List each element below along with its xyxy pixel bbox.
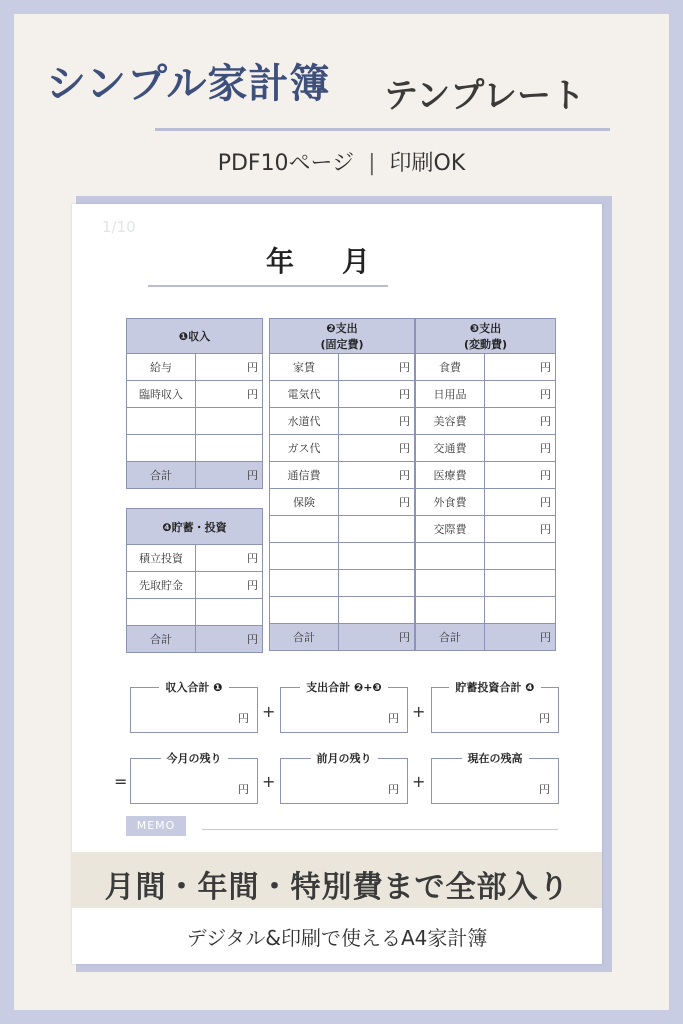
yen-unit: 円 <box>539 712 550 725</box>
yen-cell: 円 <box>485 624 556 651</box>
subtitle-line <box>0 146 683 177</box>
yen-cell: 円 <box>196 626 263 653</box>
yen-cell: 円 <box>196 354 263 381</box>
yen-cell: 円 <box>485 462 556 489</box>
yen-cell: 円 <box>196 572 263 599</box>
yen-cell: 円 <box>485 489 556 516</box>
yen-cell <box>485 597 556 624</box>
income-table <box>126 318 263 489</box>
memo-tag: MEMO <box>126 816 186 836</box>
table-cell: 交通費 <box>416 435 485 462</box>
table-cell: 電気代 <box>270 381 339 408</box>
table-cell <box>270 570 339 597</box>
current-balance-label: 現在の残高 <box>462 752 529 765</box>
yen-cell <box>196 435 263 462</box>
table-cell: 医療費 <box>416 462 485 489</box>
fixed-title: ❷支出 <box>326 322 358 335</box>
income-total-box-label: 収入合計 ❶ <box>159 681 228 694</box>
fixed-expense-table <box>269 318 415 651</box>
yen-unit: 円 <box>388 783 399 796</box>
fixed-total-label: 合計 <box>270 624 339 651</box>
variable-total-label: 合計 <box>416 624 485 651</box>
plus-operator: + <box>262 772 276 791</box>
table-cell: 臨時収入 <box>127 381 196 408</box>
feature-text: 月間・年間・特別費まで全部入り <box>104 870 570 905</box>
yen-cell <box>339 516 415 543</box>
yen-cell: 円 <box>339 435 415 462</box>
table-cell <box>270 516 339 543</box>
income-title: ❶収入 <box>127 319 263 354</box>
income-total-box <box>130 681 258 733</box>
table-cell <box>270 597 339 624</box>
table-cell: 日用品 <box>416 381 485 408</box>
yen-cell: 円 <box>339 489 415 516</box>
yen-cell <box>196 599 263 626</box>
table-cell: 外食費 <box>416 489 485 516</box>
expense-total-box <box>280 681 408 733</box>
table-cell <box>270 543 339 570</box>
table-cell <box>127 599 196 626</box>
yen-cell: 円 <box>339 354 415 381</box>
yen-cell: 円 <box>196 545 263 572</box>
title-sub: テンプレート <box>384 76 585 116</box>
fixed-expense-title <box>270 319 415 354</box>
savings-total-box <box>431 681 559 733</box>
yen-cell: 円 <box>339 624 415 651</box>
current-balance-box <box>431 752 559 804</box>
yen-cell: 円 <box>485 408 556 435</box>
savings-title: ❹貯蓄・投資 <box>127 509 263 545</box>
yen-unit: 円 <box>539 783 550 796</box>
year-label: 年 <box>266 245 295 278</box>
separator: | <box>368 151 376 176</box>
table-cell: 通信費 <box>270 462 339 489</box>
page-number: 1/10 <box>102 218 136 236</box>
table-cell: 保険 <box>270 489 339 516</box>
table-cell: ガス代 <box>270 435 339 462</box>
yen-cell: 円 <box>485 435 556 462</box>
expense-total-box-label: 支出合計 ❷+❸ <box>300 681 388 694</box>
yen-cell: 円 <box>339 408 415 435</box>
year-month-heading <box>266 240 370 280</box>
heading-underline <box>148 285 388 287</box>
yen-cell: 円 <box>196 462 263 489</box>
yen-unit: 円 <box>388 712 399 725</box>
month-label: 月 <box>342 245 371 278</box>
table-cell: 積立投資 <box>127 545 196 572</box>
yen-cell <box>196 408 263 435</box>
yen-unit: 円 <box>238 783 249 796</box>
table-cell <box>416 543 485 570</box>
variable-title: ❸支出 <box>469 322 502 335</box>
table-cell: 交際費 <box>416 516 485 543</box>
table-cell: 水道代 <box>270 408 339 435</box>
income-total-label: 合計 <box>127 462 196 489</box>
yen-cell <box>485 543 556 570</box>
yen-cell: 円 <box>339 381 415 408</box>
yen-cell <box>485 570 556 597</box>
fixed-subtitle: (固定費) <box>320 338 364 351</box>
table-cell <box>416 570 485 597</box>
savings-total-label: 合計 <box>127 626 196 653</box>
table-cell <box>416 597 485 624</box>
variable-subtitle: (変動費) <box>463 338 508 351</box>
yen-cell <box>339 570 415 597</box>
table-cell <box>127 435 196 462</box>
yen-cell <box>339 543 415 570</box>
plus-operator: + <box>412 702 426 721</box>
title-main: シンプル家計簿 <box>46 61 331 107</box>
yen-cell: 円 <box>485 354 556 381</box>
format-text: PDF10ページ <box>217 151 355 176</box>
yen-cell: 円 <box>485 516 556 543</box>
month-remaining-box <box>130 752 258 804</box>
yen-cell: 円 <box>485 381 556 408</box>
yen-cell: 円 <box>196 381 263 408</box>
table-cell: 食費 <box>416 354 485 381</box>
print-text: 印刷OK <box>389 151 466 176</box>
table-cell: 美容費 <box>416 408 485 435</box>
title-divider <box>155 128 610 131</box>
yen-cell: 円 <box>339 462 415 489</box>
table-cell: 給与 <box>127 354 196 381</box>
yen-unit: 円 <box>238 712 249 725</box>
plus-operator: + <box>412 772 426 791</box>
memo-line <box>202 829 558 830</box>
month-remaining-label: 今月の残り <box>161 752 228 765</box>
savings-table <box>126 508 263 653</box>
plus-operator: + <box>262 702 276 721</box>
variable-expense-title <box>416 319 556 354</box>
previous-remaining-label: 前月の残り <box>311 752 378 765</box>
table-cell: 先取貯金 <box>127 572 196 599</box>
equals-operator: = <box>114 772 128 791</box>
variable-expense-table <box>415 318 556 651</box>
previous-remaining-box <box>280 752 408 804</box>
table-cell: 家賃 <box>270 354 339 381</box>
yen-cell <box>339 597 415 624</box>
table-cell <box>127 408 196 435</box>
savings-total-box-label: 貯蓄投資合計 ❹ <box>449 681 540 694</box>
footer-subtext: デジタル&印刷で使えるA4家計簿 <box>186 926 488 950</box>
